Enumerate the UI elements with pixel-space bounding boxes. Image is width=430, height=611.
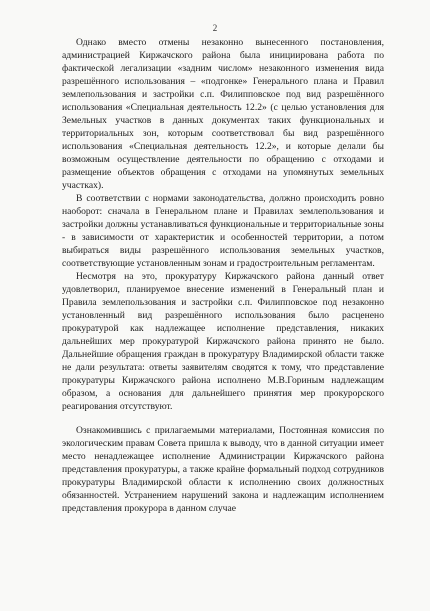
paragraph-2: В соответствии с нормами законодательства, должно происходить ровно наоборот: сначала в Генеральном плане и Правилах землепользования и застройки должны устанавливаться функциональные и территориальные зоны - в зависимости от характеристик и особенностей территории, а потом выбираться виды разрешённого использования земельных участков, соответствующие установленным зонам и градостроительным регламентам. [62, 193, 384, 269]
paragraph-4: Ознакомившись с прилагаемыми материалами, Постоянная комиссия по экологическим правам Совета пришла к выводу, что в данной ситуации имеет место ненадлежащее исполнение Администрации Киржачского района представления прокуратуры, а также крайне формальный подход сотрудников прокуратуры Владимирской области к исполнению своих должностных обязанностей. Устранением нарушений закона и надлежащим исполнением представления прокурора в данном случае [62, 425, 384, 514]
paragraph-3: Несмотря на это, прокуратуру Киржачского района данный ответ удовлетворил, планируемое внесение изменений в Генеральный план и Правила землепользования и застройки с.п. Филипповское под незаконно установленный вид разрешённого использования было расценено прокуратурой как надлежащее исполнение представления, никаких дальнейших мер прокуратурой Киржачского района принято не было. Дальнейшие обращения граждан в прокуратуру Владимирской области также не дали результата: ответы заявителям сводятся к тому, что представление прокуратуры Киржачского района исполнено М.В.Гориным надлежащим образом, а основания для дальнейшего принятия мер прокурорского реагирования отсутствуют. [62, 271, 384, 412]
paragraph-1: Однако вместо отмены незаконно вынесенного постановления, администрацией Киржачского района была инициирована работа по фактической легализации «задним числом» незаконного изменения вида разрешённого использования – «подгонке» Генерального плана и Правил землепользования и застройки с.п. Филипповское под вид разрешённого использования «Специальная деятельность 12.2» (с целью установления для Земельных участков в данных документах таких функциональных и территориальных зон, которым соответствовал бы вид разрешённого использования «Специальная деятельность 12.2», и которые делали бы возможным осуществление деятельности по обращению с отходами и размещение объектов обращения с отходами на упомянутых земельных участках). [62, 37, 384, 191]
page-number: 2 [212, 23, 218, 33]
document-body [62, 36, 384, 515]
